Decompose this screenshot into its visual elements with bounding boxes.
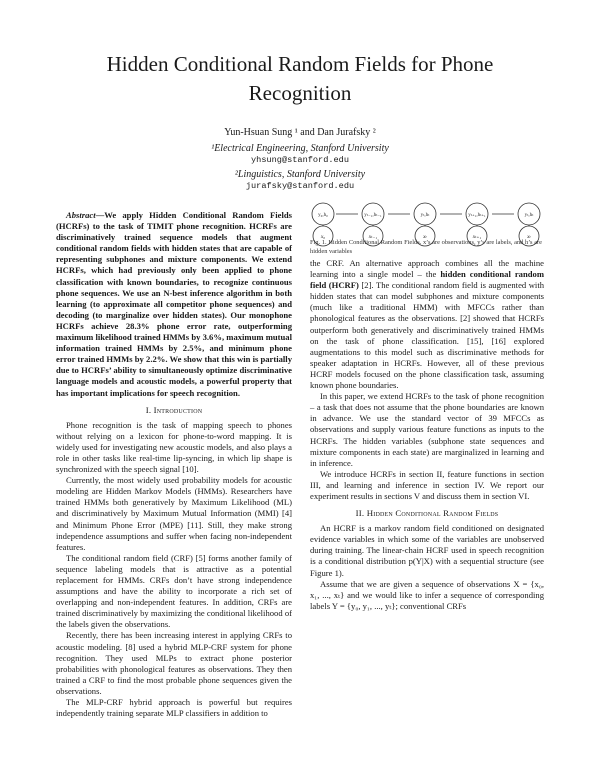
affiliation-2: ²Linguistics, Stanford University: [234, 169, 366, 180]
paragraph: Assume that we are given a sequence of observations X = {x₀, x₁, ..., xₜ} and we would like to infer a sequence of corresponding labels Y = {y₀, y₁, ..., yₜ}; conventional CRFs: [310, 578, 544, 611]
observation-node-text: xₜ: [527, 234, 531, 240]
abstract-text: —We apply Hidden Conditional Random Fields (HCRFs) to the task of TIMIT phone recognition. HCRFs are discriminatively trained sequence models that augment conditional random fields with hidden states that are capable of representing subphones and mixture components. We extend HCRFs, which had previously only been applied to phone classification with known boundaries, to recognize continuous phone sequences. We use an N-best inference algorithm in both learning (to approximate all competitor phone sequences) and decoding (to marginalize over hidden states). Our monophone HCRFs achieve 28.3% phone error rate, outperforming maximum likelihood trained HMMs by 3.6%, maximum mutual information trained HMMs by 2.5%, and minimum phone error trained HMMs by 2.2%. We show that this win is partially due to HCRFs’ ability to simultaneously optimize discriminative language models and acoustic models, a powerful property that has important implications for speech recognition.: [56, 210, 292, 398]
paragraph: The conditional random field (CRF) [5] forms another family of sequence labeling models that is attractive as a potential replacement for HMMs. CRFs don’t have strong independence assumptions and have the ability to incorporate a rich set of overlapping and non-independent features. In addition, CRFs are trained discriminatively by maximizing the conditional likelihood of the labels given the observations.: [56, 552, 292, 630]
observation-node-text: xₜ₋₁: [368, 234, 378, 240]
title-line-1: Hidden Conditional Random Fields for Phone: [106, 52, 494, 76]
observation-node-text: xₜ: [423, 234, 427, 240]
email-2: jurafsky@stanford.edu: [245, 181, 355, 191]
affiliation-1: ¹Electrical Engineering, Stanford University: [211, 143, 389, 154]
title-line-2: Recognition: [248, 81, 352, 105]
bold-term: hidden conditional random field (HCRF): [310, 269, 544, 291]
paragraph: Recently, there has been increasing interest in applying CRFs to acoustic modeling. [8] used a hybrid MLP-CRF system for phone recognition. They used MLPs to extract phone posterior probabilities with phonological features as observations. They then trained a CRF to find the most probable phone sequences given the observations.: [56, 630, 292, 696]
figure-caption: Fig. 1. Hidden Conditional Random Fields. x’s are observations, y’s are labels, and h’s are hidden variables: [310, 239, 542, 255]
paragraph: In this paper, we extend HCRFs to the task of phone recognition – a task that does not assume that the phone boundaries are known in advance. We use the standard vector of 39 MFCCs as observations and supply various feature functions as inputs to the HCRFs. The hidden variables (subphone state sequences and mixture components in each state) are marginalized in learning and in inference.: [310, 391, 544, 468]
text-span: the CRF. An alternative approach combines all the machine learning into a single model – the: [310, 258, 544, 280]
paragraph: [310, 258, 544, 391]
section-heading-introduction: I. Introduction: [145, 404, 203, 415]
label-node-text: yₜ,hₜ: [420, 213, 430, 218]
left-column: [56, 210, 292, 719]
observation-node-text: x₀: [320, 234, 326, 240]
authors: Yun-Hsuan Sung ¹ and Dan Jurafsky ²: [224, 127, 376, 138]
label-node-text: yₜ₊₁,hₜ₊₁: [468, 213, 486, 218]
paragraph: Phone recognition is the task of mapping speech to phones without relying on a lexicon for phone-to-word mapping. It is widely used for investigating new acoustic models, and also plays a role in other tasks like real-time lip-syncing, in which lip shape is synchronized with the speech signal [10].: [56, 419, 292, 475]
abstract-label: Abstract: [66, 210, 96, 220]
observation-node-text: xₜ₊₁: [472, 234, 482, 240]
email-1: yhsung@stanford.edu: [251, 155, 349, 165]
paper-title: [60, 50, 540, 108]
paragraph: The MLP-CRF hybrid approach is powerful but requires independently training separate MLP classifiers in addition to: [56, 697, 292, 719]
abstract: [56, 210, 292, 399]
label-node-text: yₜ₋₁,hₜ₋₁: [364, 213, 382, 218]
paragraph: Currently, the most widely used probability models for acoustic modeling are Hidden Markov Models (HMMs). Researchers have trained HMMs both generatively by Maximum Likelihood (ML) and discriminatively by Maximum Mutual Information (MMI) [4] and Minimum Phone Error (MPE) [11]. Still, they make strong independence assumptions and suffer when facing non-independent features.: [56, 475, 292, 552]
label-node-text: yₜ,hₜ: [524, 213, 534, 218]
label-node-text: y₀,h₀: [318, 213, 328, 218]
text-span: [2]. The conditional random field is augmented with hidden states that can model subphones and mixture components (much like a traditional HMM) with MFCCs rather than phonological features as the observations. [2] showed that HCRFs outperform both generatively and discriminatively trained HMMs on the task of phone classification. [15], [16] explored augmentations to this model such as discriminative methods for speaker adaptation in HCRFs. However, all of these previous HCRF models focused on the phone classification task, assuming known phone boundaries.: [310, 280, 545, 391]
right-column: [310, 258, 544, 612]
paragraph: We introduce HCRFs in section II, feature functions in section III, and learning and inference in section IV. We report our experiment results in sections V and discuss them in section VI.: [310, 468, 544, 501]
section-heading-hcrf: II. Hidden Conditional Random Fields: [355, 508, 499, 519]
paragraph: An HCRF is a markov random field conditioned on designated evidence variables in which some of the variables are unobserved during training. The linear-chain HCRF used in speech recognition is a conditional distribution p(Y|X) with a sequential structure (see Figure 1).: [310, 523, 544, 578]
